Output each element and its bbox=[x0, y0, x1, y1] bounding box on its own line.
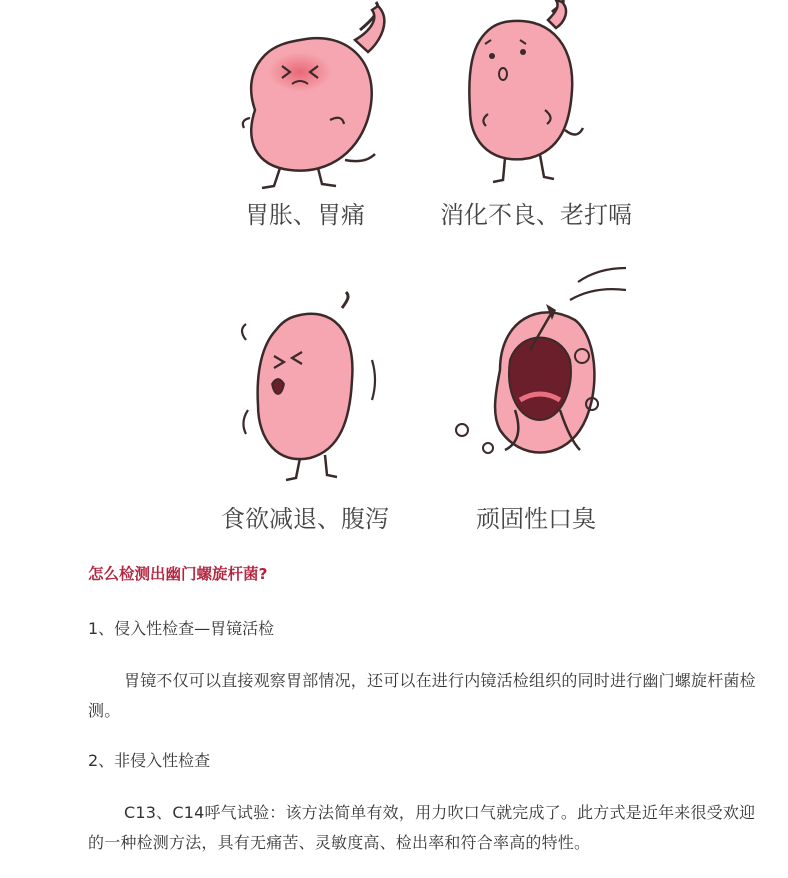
section-1-title: 1、侵入性检查—胃镜活检 bbox=[88, 619, 275, 638]
symptom-label-4: 顽固性口臭 bbox=[476, 505, 596, 533]
stomach-indigestion-figure bbox=[469, 0, 583, 182]
article-body bbox=[88, 562, 768, 878]
article-heading: 怎么检测出幽门螺旋杆菌? bbox=[88, 565, 268, 583]
stomach-halitosis-figure bbox=[456, 268, 626, 453]
section-1-body: 胃镜不仅可以直接观察胃部情况，还可以在进行内镜活检组织的同时进行幽门螺旋杆菌检测。 bbox=[88, 671, 756, 720]
section-2-title: 2、非侵入性检查 bbox=[88, 751, 211, 770]
section-2-body: C13、C14呼气试验：该方法简单有效，用力吹口气就完成了。此方式是近年来很受欢迎的一种检测方法，具有无痛苦、灵敏度高、检出率和符合率高的特性。 bbox=[88, 803, 756, 852]
symptom-label-3: 食欲减退、腹泻 bbox=[221, 505, 389, 533]
stomach-bloated-figure bbox=[243, 2, 384, 188]
stomach-diarrhea-figure bbox=[242, 292, 375, 480]
symptom-label-2: 消化不良、老打嗝 bbox=[440, 201, 632, 229]
symptom-label-1: 胃胀、胃痛 bbox=[245, 201, 365, 229]
